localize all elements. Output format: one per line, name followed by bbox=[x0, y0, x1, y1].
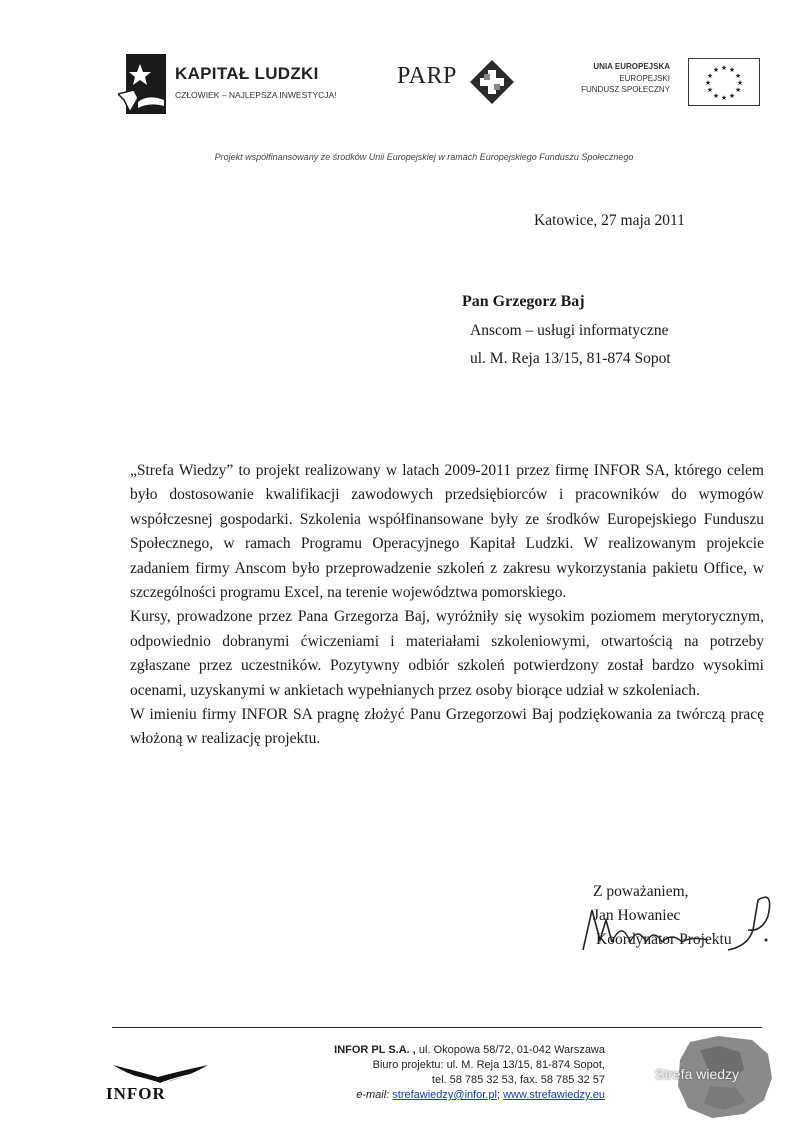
signer-name: Jan Howaniec bbox=[593, 907, 681, 924]
letter-body bbox=[130, 459, 764, 752]
footer-email-label: e-mail: bbox=[356, 1089, 390, 1101]
footer-phones: tel. 58 785 32 53, fax. 58 785 32 57 bbox=[431, 1074, 605, 1086]
footer-company: INFOR PL S.A. , bbox=[334, 1044, 416, 1056]
svg-text:★: ★ bbox=[704, 79, 712, 87]
svg-text:★: ★ bbox=[720, 94, 728, 102]
svg-text:★: ★ bbox=[728, 92, 736, 100]
svg-text:★: ★ bbox=[712, 66, 720, 74]
letter-date: Katowice, 27 maja 2011 bbox=[534, 212, 685, 229]
svg-text:★: ★ bbox=[736, 79, 744, 87]
svg-text:★: ★ bbox=[720, 64, 728, 72]
recipient-company: Anscom – usługi informatyczne bbox=[470, 322, 669, 339]
cofinancing-note: Projekt współfinansowany ze środków Unii Europejskiej w ramach Europejskiego Funduszu Społecznego bbox=[214, 152, 634, 162]
footer-separator: ; bbox=[496, 1089, 501, 1101]
paragraph: „Strefa Wiedzy” to projekt realizowany w latach 2009-2011 przez firmę INFOR SA, którego celem było dostosowanie kwalifikacji zawodowych przedsiębiorców i pracowników do wymogów współczesnej gospodarki. Szkolenia współfinansowane były ze środków Europejskiego Funduszu Społecznego, w ramach Programu Operacyjnego Kapitał Ludzki. W realizowanym projekcie zadaniem firmy Anscom było przeprowadzenie szkoleń z zakresu wykorzystania pakietu Office, w szczególności programu Excel, na terenie województwa pomorskiego. bbox=[130, 462, 764, 602]
parp-label: PARP bbox=[397, 63, 457, 89]
svg-text:★: ★ bbox=[734, 86, 742, 94]
svg-text:★: ★ bbox=[706, 86, 714, 94]
eu-flag-icon bbox=[688, 58, 760, 106]
footer-email-link[interactable]: strefawiedzy@infor.pl bbox=[392, 1089, 497, 1101]
signer-title: Koordynator Projektu bbox=[596, 931, 732, 948]
footer-website-link[interactable]: www.strefawiedzy.eu bbox=[503, 1089, 605, 1101]
svg-text:★: ★ bbox=[734, 72, 742, 80]
eu-block bbox=[580, 56, 770, 104]
eu-line-1: UNIA EUROPEJSKA bbox=[593, 62, 670, 71]
strefa-wiedzy-badge: Strefa wiedzy bbox=[655, 1066, 740, 1082]
recipient-name: Pan Grzegorz Baj bbox=[462, 293, 585, 310]
infor-logo-text: INFOR bbox=[106, 1084, 166, 1103]
svg-text:★: ★ bbox=[712, 92, 720, 100]
parp-logo-icon bbox=[470, 60, 514, 104]
footer-address-2: Biuro projektu: ul. M. Reja 13/15, 81-874 Sopot, bbox=[372, 1059, 605, 1071]
paragraph: W imieniu firmy INFOR SA pragnę złożyć Panu Grzegorzowi Baj podziękowania za twórczą pracę włożoną w realizację projektu. bbox=[130, 706, 764, 748]
svg-text:★: ★ bbox=[706, 72, 714, 80]
eu-line-2: EUROPEJSKI bbox=[619, 74, 670, 83]
footer-contact bbox=[240, 1043, 605, 1103]
kapital-ludzki-subtitle: CZŁOWIEK – NAJLEPSZA INWESTYCJA! bbox=[175, 90, 337, 100]
kapital-ludzki-title: KAPITAŁ LUDZKI bbox=[175, 64, 319, 83]
handwritten-signature bbox=[578, 880, 778, 970]
recipient-address: ul. M. Reja 13/15, 81-874 Sopot bbox=[470, 350, 671, 367]
footer-address-1: ul. Okopowa 58/72, 01-042 Warszawa bbox=[415, 1044, 605, 1056]
footer-divider bbox=[112, 1027, 762, 1028]
eu-line-3: FUNDUSZ SPOŁECZNY bbox=[581, 85, 670, 94]
svg-text:★: ★ bbox=[728, 66, 736, 74]
paragraph: Kursy, prowadzone przez Pana Grzegorza Baj, wyróżniły się wysokim poziomem merytorycznym, odpowiednio dobranymi ćwiczeniami i materiałami szkoleniowymi, otwartością na potrzeby zgłaszane przez uczestników. Pozytywny odbiór szkoleń potwierdzony został bardzo wysokimi ocenami, uzyskanymi w ankietach wypełnianych przez osoby biorące udział w szkoleniach. bbox=[130, 608, 764, 699]
closing: Z poważaniem, bbox=[593, 883, 689, 900]
kapital-ludzki-logo-icon bbox=[118, 54, 168, 114]
header-logos bbox=[0, 40, 800, 120]
